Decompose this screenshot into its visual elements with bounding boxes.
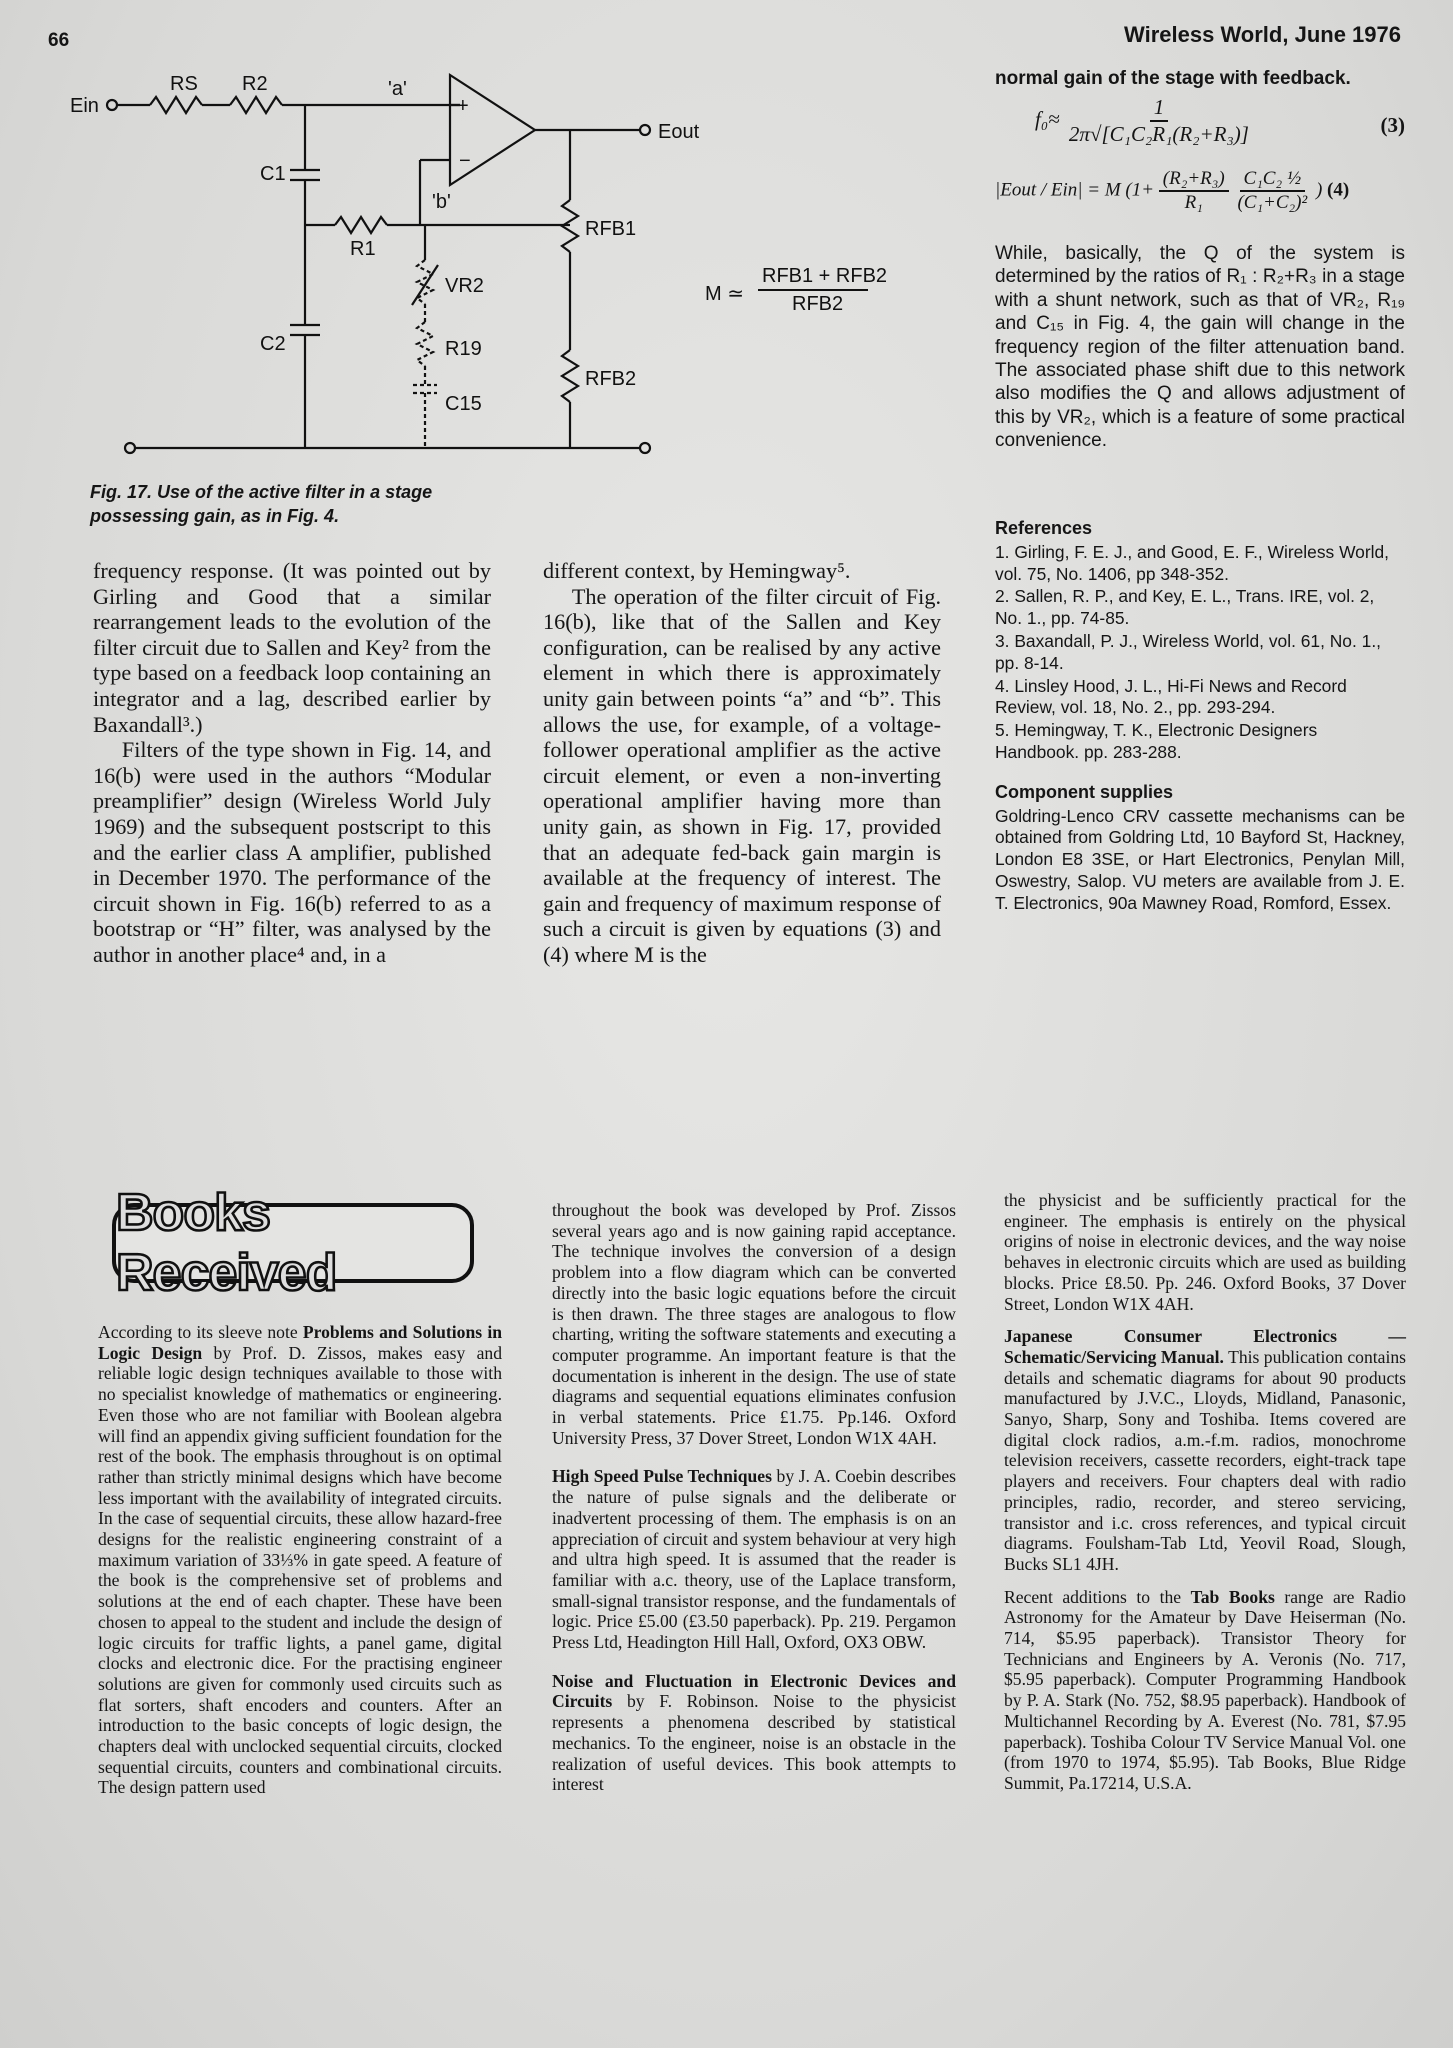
books-column-1 (98, 1322, 502, 1798)
eq3-num: 1 (1150, 95, 1169, 122)
resistor-r2 (230, 97, 282, 113)
book-title: Tab Books (1190, 1586, 1275, 1607)
books-received-title: Books Received (112, 1203, 474, 1283)
books-paragraph (552, 1671, 956, 1795)
right-top-body (995, 242, 1405, 453)
eq3-fraction (1065, 95, 1253, 147)
eq4-frac1-num: (R₂+R₃) (1159, 168, 1229, 192)
feedback-intro: normal gain of the stage with feedback. (995, 68, 1351, 89)
right-top-paragraph: While, basically, the Q of the system is determined by the ratios of R₁ : R₂+R₃ in a stage with a shunt network, such as that of VR₂, R₁₉ and C₁₅ in Fig. 4, the gain will change in the frequency region of the filter attenuation band. The associated phase shift due to this network also modifies the Q and allows adjustment of this by VR₂, which is a feature of some practical convenience. (995, 243, 1405, 452)
books-text: by Prof. D. Zissos, makes easy and reliable logic design techniques available to those with no specialist knowledge of mathematics or engineering. Even those who are not familiar with Boolean algebra will find an appendix giving sufficient foundation for the rest of the book. The emphasis throughout is on optimal rather than strictly minimal designs which have become less important with the availability of integrated circuits. In the case of sequential circuits, these allow hazard-free designs for the realistic engineering constraint of a maximum variation of 33⅓% in gate speed. A feature of the book is the comprehensive set of problems and solutions at the end of each chapter. These have been chosen to appeal to the student and include the design of logic circuits for traffic lights, a panel game, digital clocks and electronic dice. For the practising engineer solutions are given for commonly used circuits such as flat sorters, shaft encoders and counters. After an introduction to the basic concepts of logic design, the chapters deal with unclocked sequential circuits, clocked sequential circuits, counters and combinational circuits. The design pattern used (98, 1342, 502, 1798)
eq3-den: 2π√[C₁C₂R₁(R₂+R₃)] (1068, 122, 1249, 146)
input-terminal (107, 100, 117, 110)
equation-4 (995, 168, 1405, 214)
equation-3 (1035, 95, 1405, 147)
label-rfb2: RFB2 (585, 368, 637, 390)
label-c1: C1 (260, 163, 286, 185)
label-c2: C2 (260, 333, 286, 355)
article-paragraph: Filters of the type shown in Fig. 14, and 16(b) were used in the authors “Modular preamplifier” design (Wireless World July 1969) and the subsequent postscript to this and the earlier class A amplifier, published in December 1970. The performance of the circuit shown in Fig. 16(b) referred to as a bootstrap or “H” filter, was analysed by the author in another place⁴ and, in a (93, 737, 491, 967)
component-supplies-body: Goldring-Lenco CRV cassette mechanisms can be obtained from Goldring Ltd, 10 Bayford St, Hackney, London E8 3SE, or Hart Electronics, Penylan Mill, Oswestry, Salop. VU meters are available from J. E. T. Electronics, 90a Mawney Road, Romford, Essex. (995, 805, 1405, 913)
ground-terminal-right (640, 443, 650, 453)
books-text: range are Radio Astronomy for the Amateur by Dave Heiserman (No. 714, $5.95 paperback). Transistor Theory for Technicians and Engineers by A. Veronis (No. 717, $5.95 paperback). Computer Programming Handbook by P. A. Stark (No. 752, $8.95 paperback). Handbook of Multichannel Recording by A. Everest (No. 781, $7.95 paperback). Toshiba Colour TV Service Manual Vol. one (from 1970 to 1974, $5.95). Tab Books, Blue Ridge Summit, Pa.17214, U.S.A. (1004, 1586, 1406, 1793)
books-paragraph (98, 1322, 502, 1798)
eq3-lhs: f₀≈ (1035, 106, 1060, 131)
books-text: by F. Robinson. Noise to the physicist represents a phenomena described by statistical mechanics. To the engineer, noise is an obstacle in the realization of useful devices. This book attempts to interest (552, 1691, 956, 1795)
label-minus: − (459, 150, 471, 172)
component-supplies-heading: Component supplies (995, 781, 1174, 802)
reference-item: 3. Baxandall, P. J., Wireless World, vol. 61, No. 1., pp. 8-14. (995, 630, 1381, 673)
label-a: 'a' (388, 78, 407, 100)
label-r2: R2 (242, 73, 268, 95)
label-plus: + (457, 95, 469, 117)
eq4-frac2 (1233, 168, 1311, 214)
books-paragraph (1004, 1326, 1406, 1574)
reference-item: 5. Hemingway, T. K., Electronic Designers Handbook. pp. 283-288. (995, 720, 1318, 762)
resistor-rs (150, 97, 202, 113)
eq4-frac1-den: R₁ (1184, 192, 1203, 213)
eq4-frac1 (1159, 168, 1229, 214)
books-paragraph: throughout the book was developed by Prof. Zissos several years ago and is now gaining rapid acceptance. The technique involves the conversion of a design problem into a flow diagram which can be converted directly into the basic logic equations before the circuit is then drawn. The three stages are analogous to flow charting, writing the software statements and executing a computer programme. An important feature is that the documentation is inherent in the design. The use of state diagrams and sequential equations eliminates confusion in verbal statements. Price £1.75. Pp.146. Oxford University Press, 37 Dover Street, London W1X 4AH. (552, 1200, 956, 1448)
reference-item: 1. Girling, F. E. J., and Good, E. F., Wireless World, vol. 75, No. 1406, pp 348-352. (995, 541, 1389, 584)
books-paragraph (552, 1466, 956, 1652)
label-rfb1: RFB1 (585, 218, 637, 240)
books-column-2 (552, 1200, 956, 1795)
books-paragraph (1004, 1587, 1406, 1794)
label-vr2: VR2 (445, 275, 484, 297)
books-lead: According to its sleeve note (98, 1322, 303, 1342)
eq4-frac2-num: C₁C₂ ½ (1240, 168, 1306, 192)
book-title: Noise and Fluctuation in Electronic Devices and Circuits (552, 1670, 956, 1712)
eq4-frac2-den: (C₁+C₂)² (1237, 192, 1308, 213)
books-paragraph: the physicist and be sufficiently practical for the engineer. The emphasis is entirely on the physical origins of noise in electronic devices, and the way noise behaves in electronic circuits which are used as building blocks. Price £8.50. Pp. 246. Oxford Books, 37 Dover Street, London W1X 4AH. (1004, 1190, 1406, 1314)
label-r1: R1 (350, 238, 376, 260)
books-text: This publication contains details and schematic diagrams for about 90 products manufactured by J.V.C., Lloyds, Midland, Panasonic, Sanyo, Sharp, Sony and Toshiba. Items covered are digital clock radios, a.m.-f.m. radios, monochrome television receivers, cassette recorders, eight-track tape players and receivers. Four chapters deal with radio principles, radio, recorder, and stereo servicing, transistor and i.c. cross references, and typical circuit diagrams. Foulsham-Tab Ltd, Yeovil Road, Slough, Bucks SL1 4JH. (1004, 1346, 1407, 1574)
label-ein: Ein (70, 95, 99, 117)
book-title: Problems and Solutions in Logic Design (98, 1322, 502, 1363)
label-m-lhs: M ≃ (705, 283, 744, 305)
resistor-vr2 (417, 260, 433, 304)
book-title: High Speed Pulse Techniques (552, 1466, 772, 1487)
running-head: Wireless World, June 1976 (1124, 22, 1401, 47)
reference-item: 4. Linsley Hood, J. L., Hi-Fi News and Record Review, vol. 18, No. 2., pp. 293-294. (995, 675, 1347, 718)
label-rs: RS (170, 73, 198, 95)
ground-terminal-left (125, 443, 135, 453)
eq3-label: (3) (1380, 113, 1405, 137)
eq4-lhs: |Eout / Ein| = M (1+ (995, 179, 1155, 201)
output-terminal (640, 125, 650, 135)
references-list (995, 542, 1405, 764)
label-b: 'b' (432, 191, 451, 213)
books-lead: Recent additions to the (1004, 1586, 1191, 1607)
books-column-3 (1004, 1190, 1406, 1794)
resistor-r1 (335, 217, 387, 233)
book-title: Japanese Consumer Electronics — Schematic/Servicing Manual. (1004, 1326, 1406, 1367)
article-paragraph: different context, by Hemingway⁵. (543, 558, 851, 583)
article-paragraph: frequency response. (It was pointed out by Girling and Good that a similar rearrangement leads to the evolution of the filter circuit due to Sallen and Key² from the type based on a feedback loop containing an integrator and a lag, described earlier by Baxandall³.) (93, 558, 491, 737)
article-column-1 (93, 558, 491, 968)
article-column-2 (543, 558, 941, 968)
label-c15: C15 (445, 393, 482, 415)
label-m-num: RFB1 + RFB2 (762, 265, 888, 287)
label-r19: R19 (445, 338, 482, 360)
label-eout: Eout (658, 121, 700, 143)
resistor-rfb2 (562, 350, 578, 402)
page-number: 66 (48, 30, 70, 51)
books-text: by J. A. Coebin describes the nature of pulse signals and the deliberate or inadvertent processing of them. The emphasis is on an appreciation of circuit and system behaviour at very high and ultra high speed. It is assumed that the reader is familiar with a.c. theory, use of the Laplace transform, small-signal transistor response, and the fundamentals of logic. Price £5.00 (£3.50 paperback). Pp. 219. Pergamon Press Ltd, Headington Hill Hall, Oxford, OX3 OBW. (552, 1466, 956, 1653)
references-heading: References (995, 518, 1093, 538)
eq4-label: (4) (1327, 179, 1350, 201)
reference-item: 2. Sallen, R. P., and Key, E. L., Trans. IRE, vol. 2, No. 1., pp. 74-85. (995, 586, 1375, 629)
figure-caption: Fig. 17. Use of the active filter in a stage possessing gain, as in Fig. 4. (90, 482, 433, 526)
resistor-r19 (417, 322, 433, 366)
eq4-close: ) (1315, 179, 1323, 201)
label-m-den: RFB2 (792, 293, 844, 315)
circuit-diagram (70, 60, 888, 480)
references-section (995, 518, 1405, 915)
article-paragraph: The operation of the filter circuit of Fig. 16(b), like that of the Sallen and Key configuration, can be realised by any active element in which there is approximately unity gain between points “a” and “b”. This allows the use, for example, of a voltage-follower operational amplifier as the active circuit element, or even a non-inverting operational amplifier having more than unity gain, as shown in Fig. 17, provided that an adequate fed-back gain margin is available at the frequency of interest. The gain and frequency of maximum response of such a circuit is given by equations (3) and (4) where M is the (543, 583, 941, 967)
